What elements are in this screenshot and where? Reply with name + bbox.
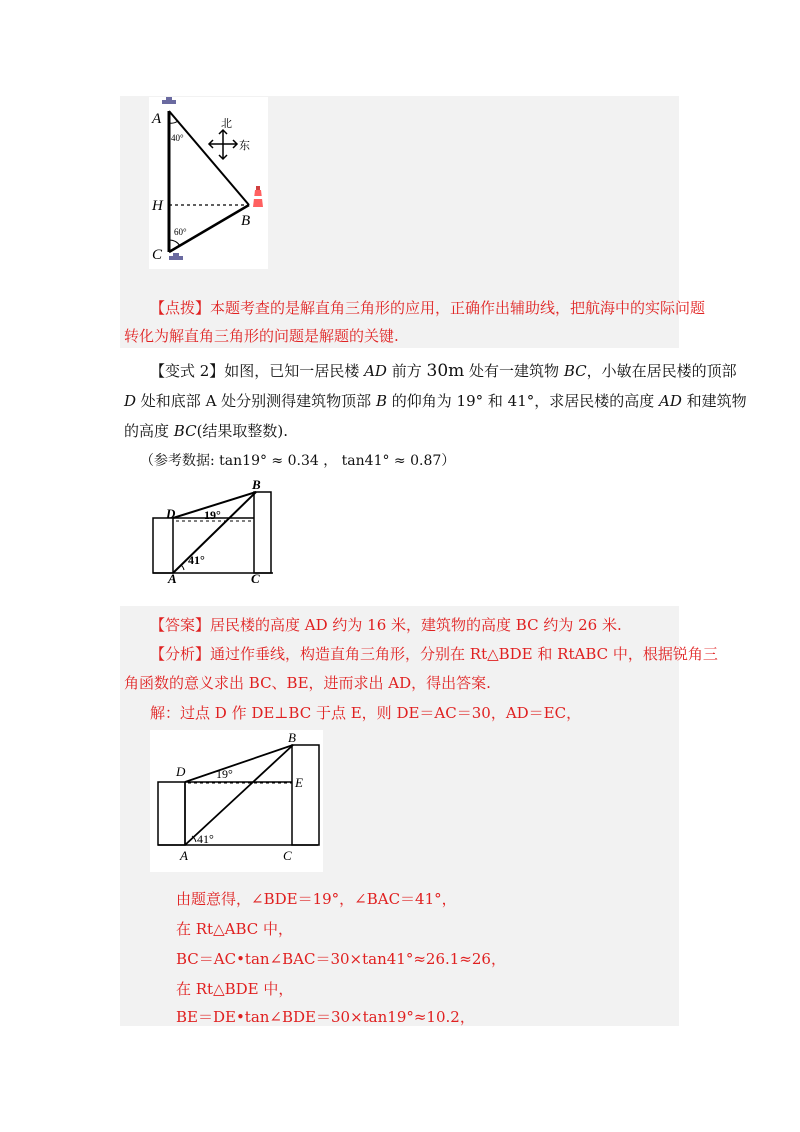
point-a-label: A xyxy=(152,111,162,127)
compass-icon xyxy=(209,130,237,159)
point-b-label: B xyxy=(241,213,251,229)
lighthouse-icon xyxy=(253,186,263,207)
point-a-label: A xyxy=(168,571,177,584)
angle-a-label: 40° xyxy=(171,133,184,143)
point-c-label: C xyxy=(152,247,163,263)
step-line-3: BC＝AC•tan∠BAC＝30×tan41°≈26.1≈26， xyxy=(176,950,506,968)
analysis-line2: 角函数的意义求出 BC、BE，进而求出 AD，得出答案. xyxy=(124,674,491,692)
point-h-label: H xyxy=(152,198,163,214)
east-label: 东 xyxy=(239,140,250,152)
figure-buildings-2 xyxy=(150,730,323,872)
angle-19-label: 19° xyxy=(216,767,233,781)
north-label: 北 xyxy=(221,118,232,130)
dianbo-line1: 【点拨】本题考查的是解直角三角形的应用，正确作出辅助线，把航海中的实际问题 xyxy=(150,299,706,317)
reference-data: （参考数据: tan19° ≈ 0.34 ， tan41° ≈ 0.87） xyxy=(140,453,456,469)
step-line-4: 在 Rt△BDE 中， xyxy=(176,980,294,998)
figure-buildings-1 xyxy=(148,476,278,584)
ship-icon xyxy=(169,256,183,260)
angle-41-label: 41° xyxy=(188,553,205,567)
bianshi-line3: 的高度 BC(结果取整数). xyxy=(124,422,289,440)
step-line-5: BE＝DE•tan∠BDE＝30×tan19°≈10.2， xyxy=(176,1008,475,1026)
point-b-label: B xyxy=(288,730,296,745)
point-c-label: C xyxy=(283,848,292,863)
step-line-1: 由题意得，∠BDE＝19°，∠BAC＝41°， xyxy=(176,890,457,908)
answer-line: 【答案】居民楼的高度 AD 约为 16 米，建筑物的高度 BC 约为 26 米. xyxy=(150,616,622,634)
angle-41-label: 41° xyxy=(197,832,214,846)
point-d-label: D xyxy=(176,764,186,779)
angle-19-label: 19° xyxy=(204,508,221,522)
point-a-label: A xyxy=(180,848,188,863)
bianshi-line1: 【变式 2】如图，已知一居民楼 AD 前方 30m 处有一建筑物 BC，小敏在居民楼的顶部 xyxy=(150,361,737,381)
solution-line: 解：过点 D 作 DE⊥BC 于点 E，则 DE＝AC＝30，AD＝EC， xyxy=(150,704,582,722)
point-e-label: E xyxy=(295,775,303,790)
point-c-label: C xyxy=(251,571,260,584)
ship-icon xyxy=(162,100,176,104)
step-line-2: 在 Rt△ABC 中， xyxy=(176,920,294,938)
bianshi-line2: D 处和底部 A 处分别测得建筑物顶部 B 的仰角为 19° 和 41°，求居民楼的高度 AD 和建筑物 xyxy=(124,392,747,410)
point-d-label: D xyxy=(166,506,176,521)
figure-navigation xyxy=(149,97,268,269)
angle-c-label: 60° xyxy=(174,227,187,237)
point-b-label: B xyxy=(252,477,261,492)
dianbo-line2: 转化为解直角三角形的问题是解题的关键. xyxy=(124,327,399,345)
analysis-line1: 【分析】通过作垂线，构造直角三角形，分别在 Rt△BDE 和 RtABC 中，根据锐角三 xyxy=(150,645,718,663)
